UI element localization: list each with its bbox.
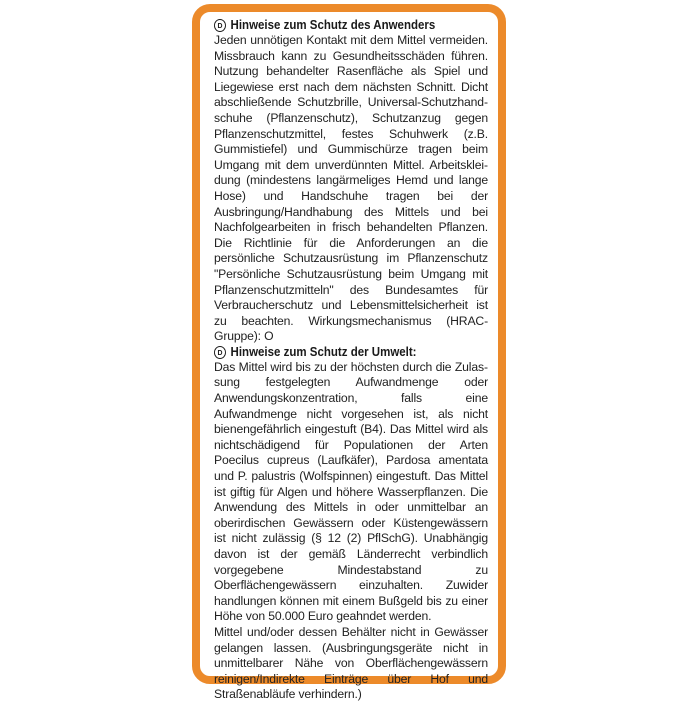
section-heading (214, 345, 466, 360)
section-paragraph-2: Mittel und/oder dessen Behälter nicht in Gewässer gelangen lassen. (Ausbringungsgeräte nicht in unmittelbarer Nähe von Oberflächengewässern reinigen/Indirekte Einträge über Hof und Straßenabläufe verhindern.) (214, 624, 488, 702)
environment-protection-section (214, 345, 488, 703)
user-protection-section (214, 18, 488, 345)
heading-text: Hinweise zum Schutz der Umwelt: (230, 344, 417, 359)
section-heading (214, 18, 466, 33)
section-paragraph: Jeden unnötigen Kontakt mit dem Mittel vermeiden. Missbrauch kann zu Gesundheitsschäden führen. Nutzung behandelter Rasenfläche als Spiel und Liegewiese erst nach dem nächsten Schnitt. Dicht abschließende Schutzbrille, Universal-Schutzhandschuhe (Pflanzenschutz), Schutzanzug gegen Pflanzenschutzmittel, festes Schuhwerk (z.B. Gummistiefel) und Gummischürze tragen beim Umgang mit dem unverdünnten Mittel. Arbeitskleidung (mindestens langärmeliges Hemd und lange Hose) und Handschuhe tragen bei der Ausbringung/Handhabung des Mittels und bei Nachfolgearbeiten in frisch behandelten Pflanzen. Die Richtlinie für die Anforderungen an die persönliche Schutzausrüstung im Pflanzenschutz "Persönliche Schutzausrüstung beim Umgang mit Pflanzenschutzmitteln" des Bundesamtes für Verbraucherschutz und Lebensmittelsicherheit ist zu beachten. Wirkungsmechanismus (HRAC-Gruppe): O (214, 33, 488, 344)
section-paragraph: Das Mittel wird bis zu der höchsten durch die Zulassung festgelegten Aufwandmenge oder Anwendungskonzentration, falls eine Aufwandmenge nicht vorgesehen ist, als nicht bienengefährlich eingestuft (B4). Das Mittel wird als nichtschädigend für Populationen der Arten Poecilus cupreus (Laufkäfer), Pardosa amentata und P. palustris (Wolfspinnen) eingestuft. Das Mittel ist giftig für Algen und höhere Wasserpflanzen. Die Anwendung des Mittels in oder unmittelbar an oberirdischen Gewässern oder Küstengewässern ist nicht zulässig (§ 12 (2) PflSchG). Unabhängig davon ist der gemäß Länderrecht verbindlich vorgegebene Mindestabstand zu Oberflächengewässern einzuhalten. Zuwider handlungen können mit einem Bußgeld bis zu einer Höhe von 50.000 Euro geahndet werden. (214, 359, 488, 624)
heading-text: Hinweise zum Schutz des Anwenders (230, 18, 436, 32)
country-badge-icon: D (214, 19, 226, 32)
country-badge-icon: D (214, 346, 226, 359)
label-card (192, 4, 506, 702)
